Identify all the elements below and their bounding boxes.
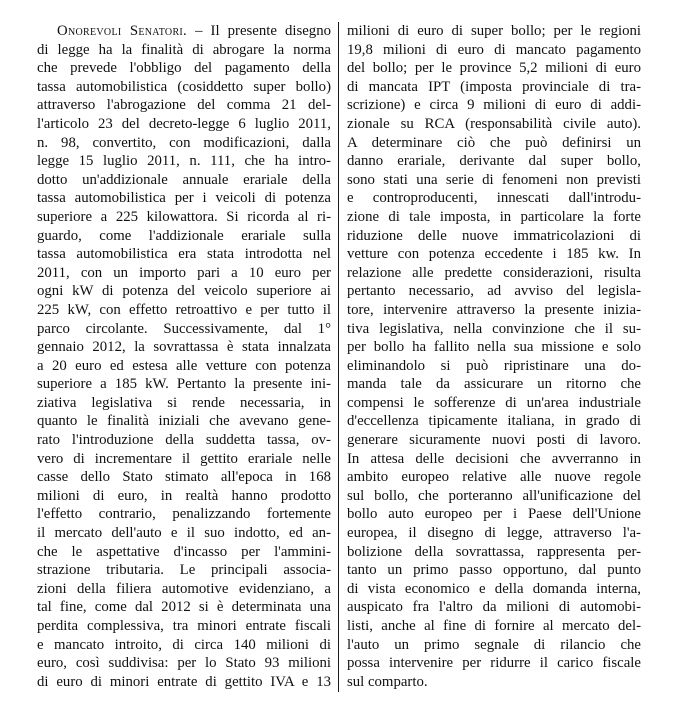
text-line: rato l'introduzione della suddetta tassa, ov- (37, 432, 331, 449)
text-line: tore, intervenire attraverso la presente inizia- (347, 301, 641, 318)
text-line: tassa automobilistica (cosiddetto super bollo) (37, 78, 331, 95)
text-line: generare sicuramente nuovi posti di lavoro. (347, 432, 641, 449)
text-line: ziativa legislativa si rende necessaria, in (37, 394, 331, 411)
text-line: legge 15 luglio 2011, n. 111, che ha intro- (37, 153, 331, 170)
text-line: zione di tale imposta, in particolare la forte (347, 208, 641, 225)
text-line: europea, il disegno di legge, attraverso l'a- (347, 525, 641, 542)
text-line: parco circolante. Successivamente, dal 1° (37, 320, 331, 337)
text-line: zioni della filiera automotive evidenziano, a (37, 580, 331, 597)
text-line: bollo auto europeo per i Paese dell'Unione (347, 506, 641, 523)
text-line: listi, anche al fine di fornire al mercato del- (347, 618, 641, 634)
text-line: tiva legislativa, nella convinzione che il su- (347, 320, 641, 337)
text-line: In attesa delle decisioni che avverranno in (347, 450, 641, 467)
text-line: tal fine, come dal 2012 si è determinata una (37, 599, 331, 616)
text-line: tassa automobilistica per i veicoli di potenza (37, 190, 331, 207)
text-line: di mancata IPT (imposta provinciale di tra- (347, 78, 641, 95)
text-line: 19,8 milioni di euro di mancato pagamento (347, 41, 641, 58)
text-line: e controproducenti, innescati dall'introdu- (347, 190, 641, 207)
text-line: eliminandolo si può ripristinare una do- (347, 357, 641, 374)
opening-salutation: Onorevoli Senatori. (57, 23, 188, 39)
text-line: scrizione) e circa 9 milioni di euro di addi- (347, 97, 641, 114)
text-line: del bollo; per le province 5,2 milioni di euro (347, 60, 641, 77)
text-line: a 20 euro ed estesa alle vetture con potenza (37, 357, 331, 374)
text-line: tassa automobilistica era stata introdotta nel (37, 246, 331, 263)
text-line: n. 98, convertito, con modificazioni, dalla (37, 134, 331, 151)
text-line: quanto le finalità iniziali che avevano gene- (37, 413, 331, 430)
column-divider-rule (338, 22, 339, 692)
opening-line (37, 22, 331, 41)
left-column (37, 22, 331, 691)
text-line: tanto un primo passo opportuno, dal punto (347, 562, 641, 579)
text-line: strazione tributaria. Le principali associa- (37, 562, 331, 579)
text-line: sono stati una serie di fenomeni non previsti (347, 171, 641, 188)
text-line: compensi le sofferenze di un'area industriale (347, 394, 641, 411)
text-line: attraverso l'abrogazione del comma 21 del- (37, 97, 331, 114)
text-line: il mercato dell'auto e il suo indotto, ed an- (37, 525, 331, 542)
text-line: d'eccellenza tipicamente italiana, in grado di (347, 413, 641, 430)
text-line: riduzione delle nuove immatricolazioni di (347, 227, 641, 244)
text-line: per bollo ha fallito nella sua missione e solo (347, 339, 641, 356)
text-line: zionale su RCA (responsabilità civile auto). (347, 115, 641, 132)
text-line: dotto un'addizionale annuale erariale della (37, 171, 331, 188)
text-line: perdita complessiva, tra minori entrate fiscali (37, 618, 331, 634)
text-line: milioni di euro, in realtà hanno prodotto (37, 487, 331, 504)
text-line: l'articolo 23 del decreto-legge 6 luglio 2011, (37, 115, 331, 132)
text-line: euro, così suddivisa: per lo Stato 93 milioni (37, 655, 331, 672)
text-line: di vista economico e della domanda interna, (347, 580, 641, 597)
text-line: bolizione della sovrattassa, rappresenta per- (347, 543, 641, 560)
text-line: vetture con potenza eccedente i 185 kw. In (347, 246, 641, 263)
text-line: che le aspettative d'incasso per l'ammini- (37, 543, 331, 560)
text-line: 2011, con un importo pari a 10 euro per (37, 264, 331, 281)
text-line: vero di incrementare il gettito erariale nelle (37, 450, 331, 467)
text-line: A determinare ciò che può definirsi un (347, 134, 641, 151)
text-line: che prevede l'obbligo del pagamento della (37, 60, 331, 77)
text-line: relazione alle predette considerazioni, risulta (347, 264, 641, 281)
text-line: 225 kW, con effetto retroattivo e per tutto il (37, 301, 331, 318)
text-line: manda tale da assicurare un ritorno che (347, 376, 641, 393)
opening-rest: – Il presente disegno (187, 23, 331, 39)
text-line: superiore a 225 kilowattora. Si ricorda al ri- (37, 208, 331, 225)
text-line: ambito europeo relative alle nuove regole (347, 469, 641, 486)
text-line: ogni kW di potenza del veicolo superiore ai (37, 283, 331, 300)
text-line: guardo, come l'addizionale erariale sulla (37, 227, 331, 244)
text-line: e mancato introito, di circa 140 milioni di (37, 636, 331, 653)
text-line: casse dello Stato stimato all'epoca in 168 (37, 469, 331, 486)
text-line: danno erariale, derivante dal super bollo, (347, 153, 641, 170)
right-column (347, 22, 641, 691)
text-line: superiore a 185 kW. Pertanto la presente ini- (37, 376, 331, 393)
text-line: possa intervenire per ridurre il carico fiscale (347, 655, 641, 672)
text-line: l'auto un primo segnale di rilancio che (347, 636, 641, 653)
text-line: di legge ha la finalità di abrogare la norma (37, 41, 331, 58)
text-line: gennaio 2012, la sovrattassa è stata innalzata (37, 339, 331, 356)
text-line: milioni di euro di super bollo; per le regioni (347, 23, 641, 39)
text-line: sul comparto. (347, 673, 428, 690)
text-line: auspicato fra l'altro da milioni di automobi- (347, 599, 641, 616)
text-line: pertanto necessario, ad avviso del legisla- (347, 283, 641, 300)
text-line: di euro di minori entrate di gettito IVA e 13 (37, 673, 331, 690)
text-line: sul bollo, che porteranno all'unificazione del (347, 487, 641, 504)
text-line: l'effetto contrario, penalizzando fortemente (37, 506, 331, 523)
